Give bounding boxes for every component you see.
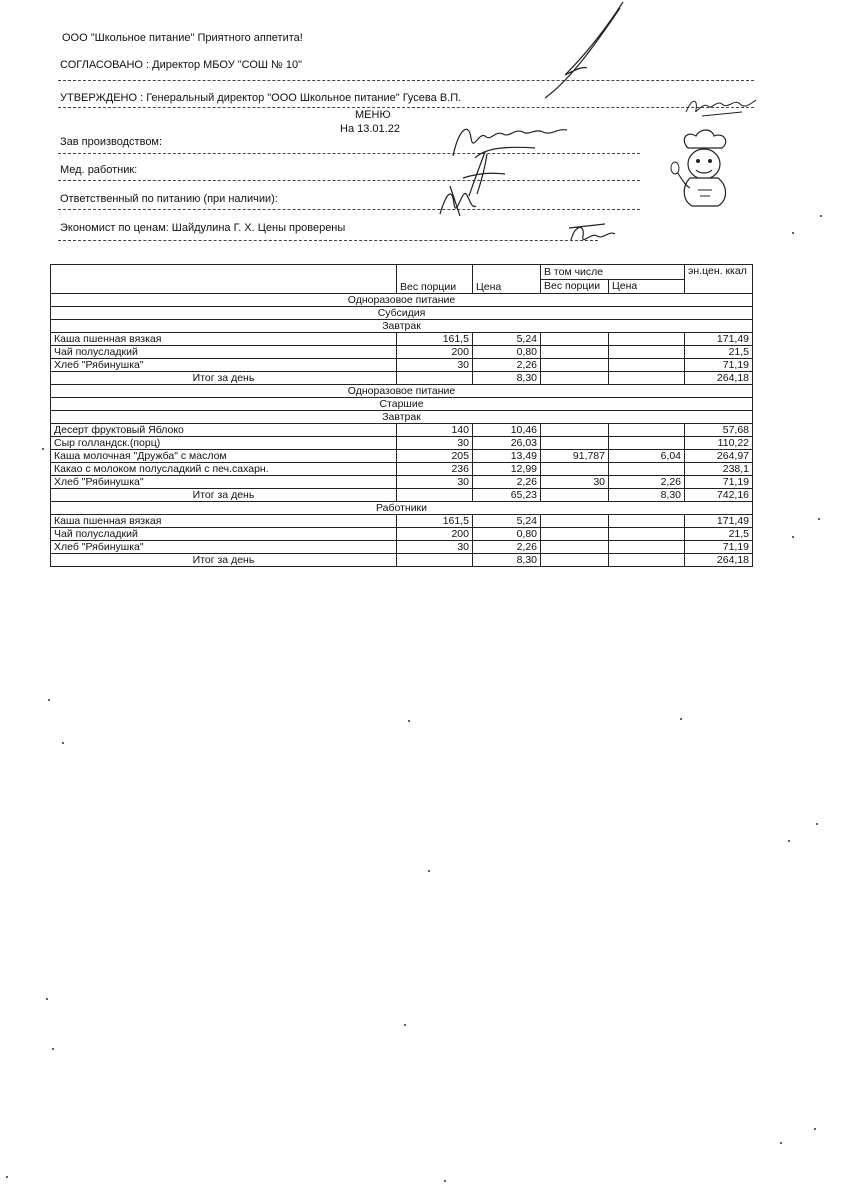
total-row	[51, 489, 753, 502]
section-title-row	[51, 502, 753, 515]
dish-price: 2,26	[473, 541, 541, 554]
scan-speck	[788, 840, 790, 842]
scan-speck	[680, 718, 682, 720]
dish-price: 10,46	[473, 424, 541, 437]
total-inc-weight-empty	[541, 554, 609, 567]
total-label: Итог за день	[51, 554, 397, 567]
dish-weight: 30	[397, 437, 473, 450]
table-row	[51, 424, 753, 437]
dish-price: 0,80	[473, 346, 541, 359]
dish-weight: 236	[397, 463, 473, 476]
dish-weight: 30	[397, 476, 473, 489]
dish-energy: 21,5	[685, 346, 753, 359]
total-inc-price: 8,30	[609, 489, 685, 502]
total-row	[51, 372, 753, 385]
table-row	[51, 515, 753, 528]
chef-logo	[668, 130, 738, 210]
scan-speck	[408, 720, 410, 722]
dish-name: Хлеб "Рябинушка"	[51, 541, 397, 554]
header-name-cell	[51, 265, 397, 294]
dish-inc-price	[609, 333, 685, 346]
dish-price: 5,24	[473, 515, 541, 528]
scan-speck	[42, 448, 44, 450]
section-title-row-cell: Одноразовое питание	[51, 385, 753, 398]
header-including: В том числе	[541, 265, 685, 280]
scan-speck	[404, 1024, 406, 1026]
dish-energy: 238,1	[685, 463, 753, 476]
production-head-label: Зав производством:	[60, 136, 163, 148]
dish-name: Каша пшенная вязкая	[51, 515, 397, 528]
general-director-signature	[682, 92, 762, 122]
dish-inc-weight	[541, 424, 609, 437]
dish-energy: 171,49	[685, 515, 753, 528]
dish-name: Каша пшенная вязкая	[51, 333, 397, 346]
approved-line: УТВЕРЖДЕНО : Генеральный директор "ООО Школьное питание" Гусева В.П.	[60, 92, 462, 104]
dish-name: Какао с молоком полусладкий с печ.сахарн.	[51, 463, 397, 476]
dish-inc-weight	[541, 463, 609, 476]
header-inc-price: Цена	[609, 279, 685, 294]
dish-price: 0,80	[473, 528, 541, 541]
dish-inc-price	[609, 463, 685, 476]
total-price: 65,23	[473, 489, 541, 502]
dish-energy: 71,19	[685, 359, 753, 372]
dish-inc-price: 2,26	[609, 476, 685, 489]
total-weight-empty	[397, 489, 473, 502]
meal-title-row	[51, 320, 753, 333]
dish-energy: 110,22	[685, 437, 753, 450]
total-price: 8,30	[473, 554, 541, 567]
section-subtitle-row	[51, 307, 753, 320]
dish-inc-weight	[541, 541, 609, 554]
dish-name: Каша молочная "Дружба" с маслом	[51, 450, 397, 463]
scan-speck	[816, 823, 818, 825]
dish-weight: 30	[397, 541, 473, 554]
table-row	[51, 541, 753, 554]
dish-weight: 140	[397, 424, 473, 437]
total-row	[51, 554, 753, 567]
section-subtitle-row	[51, 398, 753, 411]
nutrition-officer-label: Ответственный по питанию (при наличии):	[60, 193, 278, 205]
total-weight-empty	[397, 372, 473, 385]
approved-underline	[58, 107, 754, 108]
scan-speck	[46, 998, 48, 1000]
total-price: 8,30	[473, 372, 541, 385]
scan-speck	[444, 1180, 446, 1182]
menu-table	[50, 264, 753, 567]
scan-speck	[428, 870, 430, 872]
medic-underline	[58, 180, 640, 181]
section-subtitle-row-cell: Старшие	[51, 398, 753, 411]
dish-name: Чай полусладкий	[51, 528, 397, 541]
section-subtitle-row-cell: Субсидия	[51, 307, 753, 320]
total-energy: 264,18	[685, 554, 753, 567]
dish-inc-weight	[541, 528, 609, 541]
meal-title-row	[51, 411, 753, 424]
table-header-row-1	[51, 265, 753, 280]
total-weight-empty	[397, 554, 473, 567]
section-title-row-cell: Работники	[51, 502, 753, 515]
dish-inc-weight	[541, 333, 609, 346]
dish-inc-weight	[541, 346, 609, 359]
scan-speck	[820, 215, 822, 217]
dish-inc-price	[609, 541, 685, 554]
agreed-underline	[58, 80, 754, 81]
header-price: Цена	[473, 265, 541, 294]
document-title: МЕНЮ	[355, 109, 391, 121]
dish-inc-price	[609, 528, 685, 541]
dish-name: Хлеб "Рябинушка"	[51, 476, 397, 489]
scan-speck	[780, 1142, 782, 1144]
dish-energy: 21,5	[685, 528, 753, 541]
total-inc-weight-empty	[541, 489, 609, 502]
dish-price: 2,26	[473, 476, 541, 489]
header-energy: эн.цен. ккал	[685, 265, 753, 294]
header-inc-weight: Вес порции	[541, 279, 609, 294]
dish-inc-weight	[541, 359, 609, 372]
dish-name: Сыр голландск.(порц)	[51, 437, 397, 450]
dish-inc-price	[609, 346, 685, 359]
dish-weight: 205	[397, 450, 473, 463]
dish-price: 5,24	[473, 333, 541, 346]
total-label: Итог за день	[51, 489, 397, 502]
total-inc-price	[609, 554, 685, 567]
dish-inc-price	[609, 424, 685, 437]
dish-name: Десерт фруктовый Яблоко	[51, 424, 397, 437]
dish-inc-weight	[541, 437, 609, 450]
scan-speck	[6, 1176, 8, 1178]
dish-weight: 161,5	[397, 333, 473, 346]
table-row	[51, 346, 753, 359]
meal-title-row-cell: Завтрак	[51, 411, 753, 424]
dish-weight: 30	[397, 359, 473, 372]
scan-speck	[792, 536, 794, 538]
dish-inc-price	[609, 515, 685, 528]
agreed-line: СОГЛАСОВАНО : Директор МБОУ "СОШ № 10"	[60, 59, 303, 71]
nutrition-officer-signature	[430, 180, 490, 220]
section-title-row	[51, 385, 753, 398]
scan-speck	[814, 1128, 816, 1130]
dish-weight: 161,5	[397, 515, 473, 528]
scan-speck	[818, 518, 820, 520]
table-row	[51, 476, 753, 489]
header-weight: Вес порции	[397, 265, 473, 294]
table-row	[51, 450, 753, 463]
dish-energy: 71,19	[685, 476, 753, 489]
economist-underline	[58, 240, 598, 241]
table-row	[51, 333, 753, 346]
economist-label: Экономист по ценам: Шайдулина Г. Х. Цены проверены	[60, 222, 346, 234]
dish-inc-price: 6,04	[609, 450, 685, 463]
document-date: На 13.01.22	[340, 123, 400, 135]
dish-price: 26,03	[473, 437, 541, 450]
dish-energy: 71,19	[685, 541, 753, 554]
total-inc-price	[609, 372, 685, 385]
section-title-row	[51, 294, 753, 307]
dish-inc-price	[609, 359, 685, 372]
total-energy: 742,16	[685, 489, 753, 502]
economist-signature	[565, 220, 625, 250]
section-title-row-cell: Одноразовое питание	[51, 294, 753, 307]
dish-energy: 57,68	[685, 424, 753, 437]
total-energy: 264,18	[685, 372, 753, 385]
nutrition-officer-underline	[58, 209, 640, 210]
dish-inc-weight	[541, 515, 609, 528]
scan-speck	[48, 699, 50, 701]
company-name: ООО "Школьное питание" Приятного аппетита!	[62, 32, 303, 44]
total-inc-weight-empty	[541, 372, 609, 385]
dish-inc-price	[609, 437, 685, 450]
dish-price: 12,99	[473, 463, 541, 476]
dish-weight: 200	[397, 528, 473, 541]
scan-speck	[52, 1048, 54, 1050]
table-row	[51, 359, 753, 372]
dish-name: Хлеб "Рябинушка"	[51, 359, 397, 372]
table-row	[51, 463, 753, 476]
dish-inc-weight: 30	[541, 476, 609, 489]
meal-title-row-cell: Завтрак	[51, 320, 753, 333]
total-label: Итог за день	[51, 372, 397, 385]
medic-label: Мед. работник:	[60, 164, 138, 176]
table-row	[51, 437, 753, 450]
dish-inc-weight: 91,787	[541, 450, 609, 463]
dish-energy: 171,49	[685, 333, 753, 346]
dish-weight: 200	[397, 346, 473, 359]
dish-price: 13,49	[473, 450, 541, 463]
dish-name: Чай полусладкий	[51, 346, 397, 359]
dish-energy: 264,97	[685, 450, 753, 463]
scan-speck	[62, 742, 64, 744]
dish-price: 2,26	[473, 359, 541, 372]
scan-speck	[792, 232, 794, 234]
table-row	[51, 528, 753, 541]
director-signature	[525, 0, 625, 100]
